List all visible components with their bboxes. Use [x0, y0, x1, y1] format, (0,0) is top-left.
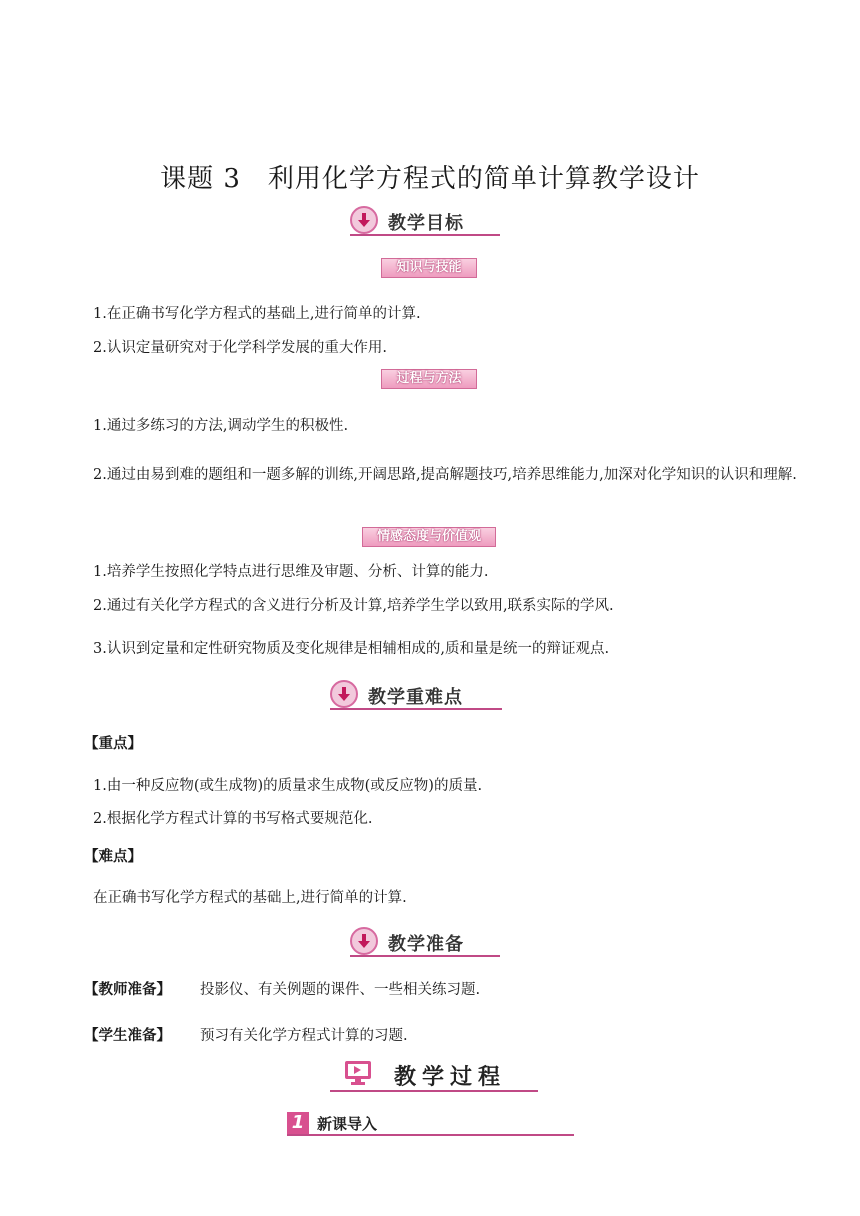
hard-label: 【难点】: [84, 849, 142, 865]
tag-knowledge: 知识与技能: [381, 258, 477, 278]
teacher-prep-label: 【教师准备】: [84, 982, 171, 998]
section-heading-difficulty: [330, 680, 502, 710]
key-label: 【重点】: [84, 736, 142, 752]
section-title: 教学准备: [388, 934, 464, 955]
monitor-icon: [344, 1060, 372, 1086]
method-item: 2.通过由易到难的题组和一题多解的训练,开阔思路,提高解题技巧,培养思维能力,加深对化学知识的认识和理解.: [93, 467, 797, 483]
step-number: 1: [287, 1112, 309, 1134]
section-title: 教学过程: [394, 1065, 507, 1090]
step-label: 新课导入: [317, 1115, 378, 1133]
student-prep-label: 【学生准备】: [84, 1028, 171, 1044]
knowledge-item: 2.认识定量研究对于化学科学发展的重大作用.: [93, 340, 387, 356]
section-heading-process: [330, 1058, 538, 1092]
section-heading-goals: [350, 206, 500, 236]
key-item: 2.根据化学方程式计算的书写格式要规范化.: [93, 811, 373, 827]
emotion-item: 2.通过有关化学方程式的含义进行分析及计算,培养学生学以致用,联系实际的学风.: [93, 598, 614, 614]
arrow-down-icon: [350, 206, 378, 234]
page-title: 课题 3 利用化学方程式的简单计算教学设计: [160, 164, 700, 194]
method-item: 1.通过多练习的方法,调动学生的积极性.: [93, 418, 349, 434]
new-lesson-heading: [287, 1112, 574, 1136]
section-heading-prep: [350, 927, 500, 957]
emotion-item: 3.认识到定量和定性研究物质及变化规律是相辅相成的,质和量是统一的辩证观点.: [93, 641, 610, 657]
section-title: 教学重难点: [368, 687, 463, 708]
tag-emotion: 情感态度与价值观: [362, 527, 496, 547]
emotion-item: 1.培养学生按照化学特点进行思维及审题、分析、计算的能力.: [93, 564, 489, 580]
arrow-down-icon: [330, 680, 358, 708]
tag-method: 过程与方法: [381, 369, 477, 389]
hard-item: 在正确书写化学方程式的基础上,进行简单的计算.: [93, 890, 407, 906]
student-prep-text: 预习有关化学方程式计算的习题.: [200, 1028, 408, 1044]
teacher-prep-text: 投影仪、有关例题的课件、一些相关练习题.: [200, 982, 481, 998]
knowledge-item: 1.在正确书写化学方程式的基础上,进行简单的计算.: [93, 306, 421, 322]
arrow-down-icon: [350, 927, 378, 955]
key-item: 1.由一种反应物(或生成物)的质量求生成物(或反应物)的质量.: [93, 778, 483, 794]
section-title: 教学目标: [388, 213, 464, 234]
